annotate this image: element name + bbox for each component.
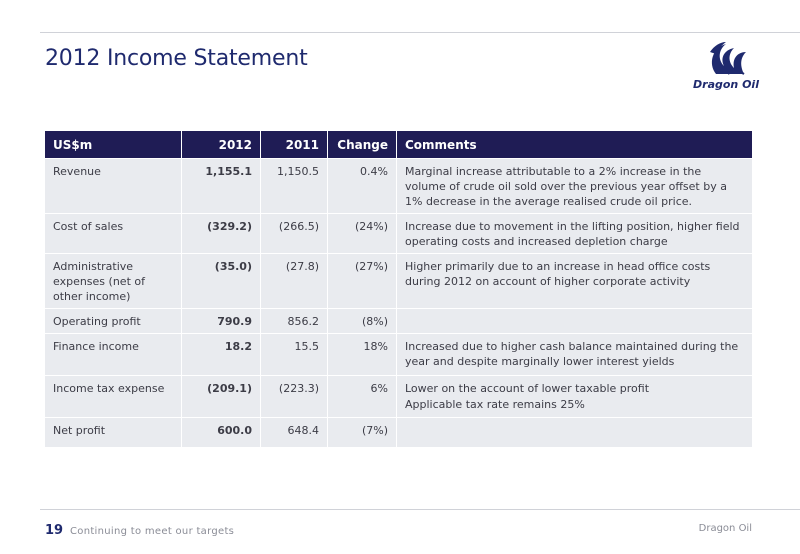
row-label: Cost of sales [45,213,181,253]
page-title: 2012 Income Statement [45,46,308,71]
income-statement-table [45,131,752,447]
comment [396,417,752,447]
table-row-finance-income [45,333,752,375]
value-change: (24%) [327,213,396,253]
header-usdm: US$m [45,131,181,158]
comment: Marginal increase attributable to a 2% increase in the volume of crude oil sold over the previous year offset by a 1% decrease in the average realised crude oil price. [396,158,752,213]
footer-tagline: Continuing to meet our targets [70,526,235,537]
table-row-admin-expenses [45,253,752,308]
row-label: Finance income [45,333,181,375]
value-2012: 1,155.1 [181,158,260,213]
row-label: Net profit [45,417,181,447]
comment: Lower on the account of lower taxable profit Applicable tax rate remains 25% [396,375,752,417]
table-row-net-profit [45,417,752,447]
value-2011: (223.3) [260,375,327,417]
value-2011: (27.8) [260,253,327,308]
value-2012: 600.0 [181,417,260,447]
comment: Increased due to higher cash balance maintained during the year and despite marginally lower interest yields [396,333,752,375]
value-2012: (209.1) [181,375,260,417]
page-number: 19 [45,523,64,538]
value-change: (8%) [327,308,396,333]
table-row-cost-of-sales [45,213,752,253]
dragon-logo-icon [688,34,764,80]
row-label: Administrative expenses (net of other income) [45,253,181,308]
row-label: Revenue [45,158,181,213]
table-row-income-tax [45,375,752,417]
value-2011: 856.2 [260,308,327,333]
header-2011: 2011 [260,131,327,158]
comment: Increase due to movement in the lifting position, higher field operating costs and increased depletion charge [396,213,752,253]
header-change: Change [327,131,396,158]
value-2011: 15.5 [260,333,327,375]
value-2012: (35.0) [181,253,260,308]
logo-wordmark: Dragon Oil [693,78,759,91]
footer-company-name: Dragon Oil [698,523,752,534]
value-change: 6% [327,375,396,417]
table-header-row [45,131,752,158]
header-2012: 2012 [181,131,260,158]
comment: Higher primarily due to an increase in head office costs during 2012 on account of higher corporate activity [396,253,752,308]
value-change: (27%) [327,253,396,308]
top-divider [40,32,800,33]
value-change: 0.4% [327,158,396,213]
table-row-revenue [45,158,752,213]
comment [396,308,752,333]
value-2011: (266.5) [260,213,327,253]
value-2011: 648.4 [260,417,327,447]
row-label: Operating profit [45,308,181,333]
bottom-divider [40,509,800,510]
value-2012: 790.9 [181,308,260,333]
value-2011: 1,150.5 [260,158,327,213]
table-row-operating-profit [45,308,752,333]
row-label: Income tax expense [45,375,181,417]
value-2012: 18.2 [181,333,260,375]
value-change: 18% [327,333,396,375]
header-comments: Comments [396,131,752,158]
value-2012: (329.2) [181,213,260,253]
value-change: (7%) [327,417,396,447]
company-logo [688,34,764,102]
